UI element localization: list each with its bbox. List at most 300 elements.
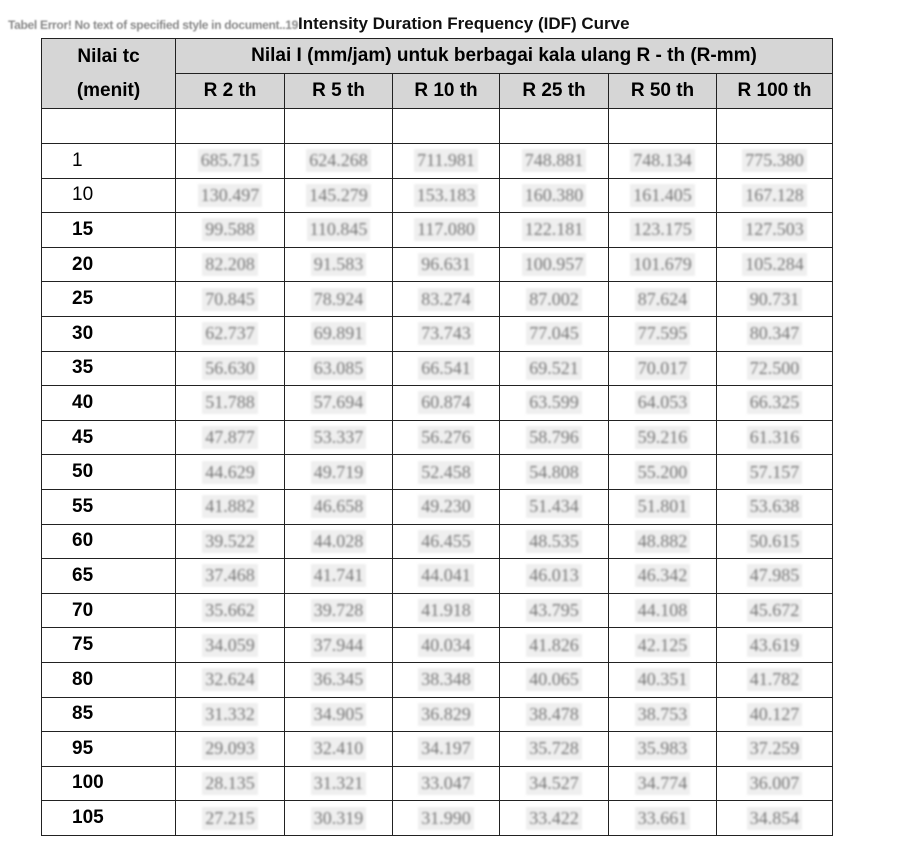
intensity-value: 123.175 — [630, 218, 695, 241]
intensity-value: 38.478 — [526, 703, 582, 726]
intensity-value: 56.630 — [202, 357, 258, 380]
intensity-value: 52.458 — [418, 461, 474, 484]
intensity-cell — [717, 593, 833, 628]
intensity-value: 49.719 — [311, 461, 367, 484]
intensity-cell — [717, 559, 833, 594]
intensity-cell — [393, 524, 500, 559]
intensity-value: 63.599 — [526, 391, 582, 414]
intensity-value: 160.380 — [522, 184, 587, 207]
intensity-cell — [393, 247, 500, 282]
intensity-value: 59.216 — [635, 426, 691, 449]
intensity-group-header: Nilai I (mm/jam) untuk berbagai kala ulang R - th (R-mm) — [176, 39, 833, 74]
tc-cell: 65 — [42, 559, 176, 594]
intensity-cell — [285, 420, 393, 455]
empty-cell — [609, 109, 717, 144]
intensity-value: 37.944 — [311, 634, 367, 657]
intensity-cell — [717, 489, 833, 524]
intensity-value: 624.268 — [306, 149, 371, 172]
idf-table — [41, 38, 833, 836]
intensity-cell — [176, 801, 285, 836]
intensity-cell — [285, 662, 393, 697]
intensity-cell — [393, 766, 500, 801]
intensity-cell — [176, 559, 285, 594]
caption-title: Intensity Duration Frequency (IDF) Curve — [298, 14, 630, 33]
intensity-value: 35.983 — [635, 737, 691, 760]
intensity-cell — [176, 386, 285, 421]
intensity-cell — [609, 386, 717, 421]
intensity-value: 99.588 — [202, 218, 258, 241]
intensity-value: 40.351 — [635, 668, 691, 691]
intensity-value: 41.741 — [311, 564, 367, 587]
intensity-value: 47.877 — [202, 426, 258, 449]
intensity-cell — [609, 282, 717, 317]
table-row — [42, 351, 833, 386]
intensity-cell — [717, 213, 833, 248]
intensity-value: 39.522 — [202, 530, 258, 553]
table-row — [42, 593, 833, 628]
intensity-value: 77.595 — [635, 322, 691, 345]
intensity-cell — [285, 282, 393, 317]
intensity-cell — [393, 144, 500, 179]
tc-cell: 10 — [42, 178, 176, 213]
column-header-r10: R 10 th — [393, 74, 500, 109]
intensity-cell — [176, 628, 285, 663]
intensity-cell — [285, 178, 393, 213]
intensity-value: 35.662 — [202, 599, 258, 622]
tc-cell: 100 — [42, 766, 176, 801]
intensity-cell — [609, 213, 717, 248]
intensity-cell — [609, 420, 717, 455]
intensity-value: 48.535 — [526, 530, 582, 553]
intensity-cell — [717, 662, 833, 697]
intensity-value: 51.801 — [635, 495, 691, 518]
intensity-value: 36.007 — [747, 772, 803, 795]
intensity-cell — [717, 316, 833, 351]
intensity-value: 38.753 — [635, 703, 691, 726]
table-row — [42, 559, 833, 594]
intensity-value: 46.455 — [418, 530, 474, 553]
intensity-value: 39.728 — [311, 599, 367, 622]
intensity-cell — [393, 489, 500, 524]
intensity-cell — [176, 732, 285, 767]
intensity-cell — [176, 247, 285, 282]
intensity-cell — [609, 801, 717, 836]
intensity-value: 161.405 — [630, 184, 695, 207]
table-body — [42, 109, 833, 836]
intensity-value: 36.345 — [311, 668, 367, 691]
intensity-value: 44.629 — [202, 461, 258, 484]
tc-cell: 95 — [42, 732, 176, 767]
table-row — [42, 455, 833, 490]
intensity-cell — [393, 455, 500, 490]
intensity-value: 34.197 — [418, 737, 474, 760]
empty-cell — [176, 109, 285, 144]
tc-cell: 35 — [42, 351, 176, 386]
intensity-value: 54.808 — [526, 461, 582, 484]
intensity-cell — [176, 455, 285, 490]
intensity-cell — [176, 524, 285, 559]
intensity-cell — [500, 351, 609, 386]
intensity-cell — [285, 351, 393, 386]
table-row — [42, 247, 833, 282]
intensity-value: 110.845 — [307, 218, 371, 241]
intensity-value: 153.183 — [414, 184, 479, 207]
intensity-value: 748.134 — [630, 149, 695, 172]
intensity-value: 62.737 — [202, 322, 258, 345]
intensity-cell — [176, 662, 285, 697]
intensity-value: 105.284 — [742, 253, 807, 276]
intensity-value: 37.259 — [747, 737, 803, 760]
intensity-value: 69.891 — [311, 322, 367, 345]
intensity-value: 40.034 — [418, 634, 474, 657]
intensity-cell — [500, 178, 609, 213]
intensity-value: 78.924 — [311, 288, 367, 311]
intensity-cell — [285, 732, 393, 767]
intensity-cell — [393, 732, 500, 767]
tc-column-header — [42, 39, 176, 109]
intensity-cell — [285, 455, 393, 490]
table-row — [42, 697, 833, 732]
tc-header-line-2: (menit) — [76, 79, 141, 101]
intensity-value: 49.230 — [418, 495, 474, 518]
table-row — [42, 386, 833, 421]
intensity-value: 32.410 — [311, 737, 367, 760]
intensity-value: 127.503 — [742, 218, 807, 241]
intensity-cell — [609, 766, 717, 801]
intensity-cell — [500, 489, 609, 524]
intensity-cell — [176, 766, 285, 801]
intensity-cell — [717, 178, 833, 213]
intensity-cell — [500, 455, 609, 490]
intensity-value: 41.882 — [202, 495, 258, 518]
intensity-cell — [393, 351, 500, 386]
intensity-value: 33.422 — [526, 807, 582, 830]
intensity-value: 44.108 — [635, 599, 691, 622]
intensity-value: 51.434 — [526, 495, 582, 518]
intensity-value: 51.788 — [202, 391, 258, 414]
intensity-value: 61.316 — [747, 426, 803, 449]
intensity-value: 685.715 — [198, 149, 263, 172]
intensity-value: 40.065 — [526, 668, 582, 691]
intensity-cell — [609, 662, 717, 697]
intensity-value: 775.380 — [742, 149, 807, 172]
intensity-cell — [393, 178, 500, 213]
intensity-cell — [717, 697, 833, 732]
intensity-cell — [717, 801, 833, 836]
intensity-value: 30.319 — [311, 807, 367, 830]
intensity-cell — [717, 524, 833, 559]
intensity-cell — [500, 662, 609, 697]
table-row — [42, 662, 833, 697]
intensity-cell — [176, 213, 285, 248]
intensity-cell — [285, 766, 393, 801]
empty-cell — [393, 109, 500, 144]
intensity-cell — [500, 628, 609, 663]
intensity-cell — [500, 213, 609, 248]
intensity-cell — [393, 559, 500, 594]
intensity-value: 46.013 — [526, 564, 582, 587]
intensity-value: 34.774 — [635, 772, 691, 795]
intensity-value: 33.047 — [418, 772, 474, 795]
intensity-value: 36.829 — [418, 703, 474, 726]
intensity-value: 32.624 — [202, 668, 258, 691]
intensity-value: 711.981 — [414, 149, 478, 172]
column-header-r25: R 25 th — [500, 74, 609, 109]
intensity-cell — [500, 386, 609, 421]
tc-cell: 20 — [42, 247, 176, 282]
intensity-value: 31.990 — [418, 807, 474, 830]
intensity-cell — [609, 524, 717, 559]
tc-cell: 50 — [42, 455, 176, 490]
intensity-cell — [500, 144, 609, 179]
table-row — [42, 178, 833, 213]
intensity-cell — [285, 593, 393, 628]
intensity-value: 34.905 — [311, 703, 367, 726]
intensity-cell — [176, 178, 285, 213]
tc-header-line-1: Nilai tc — [77, 45, 140, 67]
intensity-value: 100.957 — [522, 253, 587, 276]
intensity-value: 69.521 — [526, 357, 582, 380]
intensity-cell — [285, 213, 393, 248]
intensity-value: 44.028 — [311, 530, 367, 553]
intensity-value: 748.881 — [522, 149, 587, 172]
intensity-value: 48.882 — [635, 530, 691, 553]
intensity-value: 53.337 — [311, 426, 367, 449]
intensity-value: 31.332 — [202, 703, 258, 726]
empty-cell — [717, 109, 833, 144]
intensity-cell — [393, 386, 500, 421]
intensity-value: 28.135 — [202, 772, 258, 795]
table-row — [42, 801, 833, 836]
intensity-value: 122.181 — [522, 218, 587, 241]
intensity-cell — [500, 420, 609, 455]
intensity-value: 56.276 — [418, 426, 474, 449]
intensity-cell — [500, 697, 609, 732]
intensity-value: 82.208 — [202, 253, 258, 276]
empty-cell — [42, 109, 176, 144]
intensity-cell — [609, 144, 717, 179]
intensity-value: 66.325 — [747, 391, 803, 414]
table-row — [42, 524, 833, 559]
intensity-value: 117.080 — [414, 218, 478, 241]
intensity-cell — [500, 801, 609, 836]
intensity-cell — [500, 524, 609, 559]
intensity-cell — [393, 801, 500, 836]
tc-cell: 85 — [42, 697, 176, 732]
intensity-cell — [176, 420, 285, 455]
table-row — [42, 316, 833, 351]
intensity-value: 64.053 — [635, 391, 691, 414]
intensity-value: 34.854 — [747, 807, 803, 830]
tc-cell: 30 — [42, 316, 176, 351]
intensity-cell — [500, 593, 609, 628]
intensity-value: 41.826 — [526, 634, 582, 657]
intensity-value: 44.041 — [418, 564, 474, 587]
intensity-value: 66.541 — [418, 357, 474, 380]
intensity-cell — [717, 628, 833, 663]
column-header-r100: R 100 th — [717, 74, 833, 109]
intensity-cell — [176, 351, 285, 386]
intensity-cell — [285, 697, 393, 732]
intensity-cell — [717, 351, 833, 386]
intensity-cell — [717, 732, 833, 767]
intensity-value: 63.085 — [311, 357, 367, 380]
intensity-value: 70.845 — [202, 288, 258, 311]
table-row — [42, 766, 833, 801]
intensity-value: 31.321 — [311, 772, 367, 795]
column-header-r5: R 5 th — [285, 74, 393, 109]
intensity-value: 33.661 — [635, 807, 691, 830]
tc-cell: 45 — [42, 420, 176, 455]
intensity-cell — [393, 420, 500, 455]
intensity-cell — [609, 316, 717, 351]
intensity-cell — [176, 593, 285, 628]
intensity-value: 46.658 — [311, 495, 367, 518]
table-caption — [8, 12, 898, 36]
intensity-cell — [717, 282, 833, 317]
intensity-value: 40.127 — [747, 703, 803, 726]
intensity-cell — [285, 559, 393, 594]
column-header-r2: R 2 th — [176, 74, 285, 109]
intensity-cell — [393, 282, 500, 317]
intensity-value: 57.694 — [311, 391, 367, 414]
intensity-cell — [285, 316, 393, 351]
intensity-value: 101.679 — [630, 253, 695, 276]
intensity-value: 87.002 — [526, 288, 582, 311]
intensity-cell — [285, 144, 393, 179]
intensity-value: 41.782 — [747, 668, 803, 691]
intensity-value: 45.672 — [747, 599, 803, 622]
intensity-cell — [500, 316, 609, 351]
intensity-cell — [285, 524, 393, 559]
intensity-cell — [393, 213, 500, 248]
intensity-value: 37.468 — [202, 564, 258, 587]
intensity-value: 46.342 — [635, 564, 691, 587]
intensity-value: 96.631 — [418, 253, 474, 276]
intensity-cell — [176, 282, 285, 317]
intensity-cell — [609, 455, 717, 490]
intensity-cell — [717, 386, 833, 421]
intensity-cell — [176, 144, 285, 179]
intensity-value: 27.215 — [202, 807, 258, 830]
intensity-cell — [609, 351, 717, 386]
intensity-cell — [609, 489, 717, 524]
intensity-value: 73.743 — [418, 322, 474, 345]
intensity-value: 70.017 — [635, 357, 691, 380]
intensity-cell — [176, 697, 285, 732]
intensity-value: 58.796 — [526, 426, 582, 449]
intensity-value: 41.918 — [418, 599, 474, 622]
intensity-value: 35.728 — [526, 737, 582, 760]
tc-cell: 1 — [42, 144, 176, 179]
tc-cell: 70 — [42, 593, 176, 628]
intensity-value: 83.274 — [418, 288, 474, 311]
intensity-value: 90.731 — [747, 288, 803, 311]
intensity-cell — [717, 455, 833, 490]
intensity-cell — [500, 732, 609, 767]
intensity-value: 77.045 — [526, 322, 582, 345]
tc-cell: 25 — [42, 282, 176, 317]
intensity-cell — [500, 247, 609, 282]
intensity-value: 167.128 — [742, 184, 807, 207]
table-row — [42, 282, 833, 317]
empty-row — [42, 109, 833, 144]
intensity-cell — [609, 178, 717, 213]
table-row — [42, 420, 833, 455]
intensity-cell — [500, 282, 609, 317]
intensity-value: 57.157 — [747, 461, 803, 484]
intensity-cell — [285, 247, 393, 282]
intensity-cell — [609, 593, 717, 628]
intensity-value: 145.279 — [306, 184, 371, 207]
intensity-value: 130.497 — [198, 184, 263, 207]
intensity-cell — [609, 697, 717, 732]
intensity-value: 87.624 — [635, 288, 691, 311]
intensity-value: 29.093 — [202, 737, 258, 760]
table-row — [42, 489, 833, 524]
intensity-cell — [500, 559, 609, 594]
intensity-value: 60.874 — [418, 391, 474, 414]
table-row — [42, 732, 833, 767]
intensity-value: 38.348 — [418, 668, 474, 691]
intensity-cell — [393, 697, 500, 732]
intensity-cell — [717, 144, 833, 179]
tc-cell: 105 — [42, 801, 176, 836]
column-header-r50: R 50 th — [609, 74, 717, 109]
intensity-cell — [285, 801, 393, 836]
intensity-cell — [393, 316, 500, 351]
caption-prefix: Tabel Error! No text of specified style in document..19 — [8, 18, 299, 32]
empty-cell — [285, 109, 393, 144]
tc-cell: 80 — [42, 662, 176, 697]
intensity-value: 55.200 — [635, 461, 691, 484]
empty-cell — [500, 109, 609, 144]
intensity-value: 34.059 — [202, 634, 258, 657]
tc-cell: 15 — [42, 213, 176, 248]
table-row — [42, 628, 833, 663]
intensity-value: 43.795 — [526, 599, 582, 622]
intensity-value: 47.985 — [747, 564, 803, 587]
intensity-value: 43.619 — [747, 634, 803, 657]
intensity-cell — [609, 247, 717, 282]
intensity-cell — [717, 766, 833, 801]
intensity-cell — [717, 420, 833, 455]
intensity-cell — [500, 766, 609, 801]
intensity-cell — [393, 628, 500, 663]
intensity-cell — [609, 628, 717, 663]
tc-cell: 40 — [42, 386, 176, 421]
intensity-cell — [393, 662, 500, 697]
intensity-value: 72.500 — [747, 357, 803, 380]
intensity-cell — [609, 559, 717, 594]
intensity-cell — [609, 732, 717, 767]
tc-cell: 60 — [42, 524, 176, 559]
intensity-cell — [393, 593, 500, 628]
intensity-cell — [285, 386, 393, 421]
intensity-value: 42.125 — [635, 634, 691, 657]
intensity-value: 53.638 — [747, 495, 803, 518]
intensity-cell — [717, 247, 833, 282]
tc-cell: 55 — [42, 489, 176, 524]
table-row — [42, 213, 833, 248]
intensity-cell — [176, 316, 285, 351]
intensity-value: 91.583 — [311, 253, 367, 276]
intensity-cell — [285, 489, 393, 524]
table-row — [42, 144, 833, 179]
intensity-cell — [176, 489, 285, 524]
tc-cell: 75 — [42, 628, 176, 663]
intensity-cell — [285, 628, 393, 663]
